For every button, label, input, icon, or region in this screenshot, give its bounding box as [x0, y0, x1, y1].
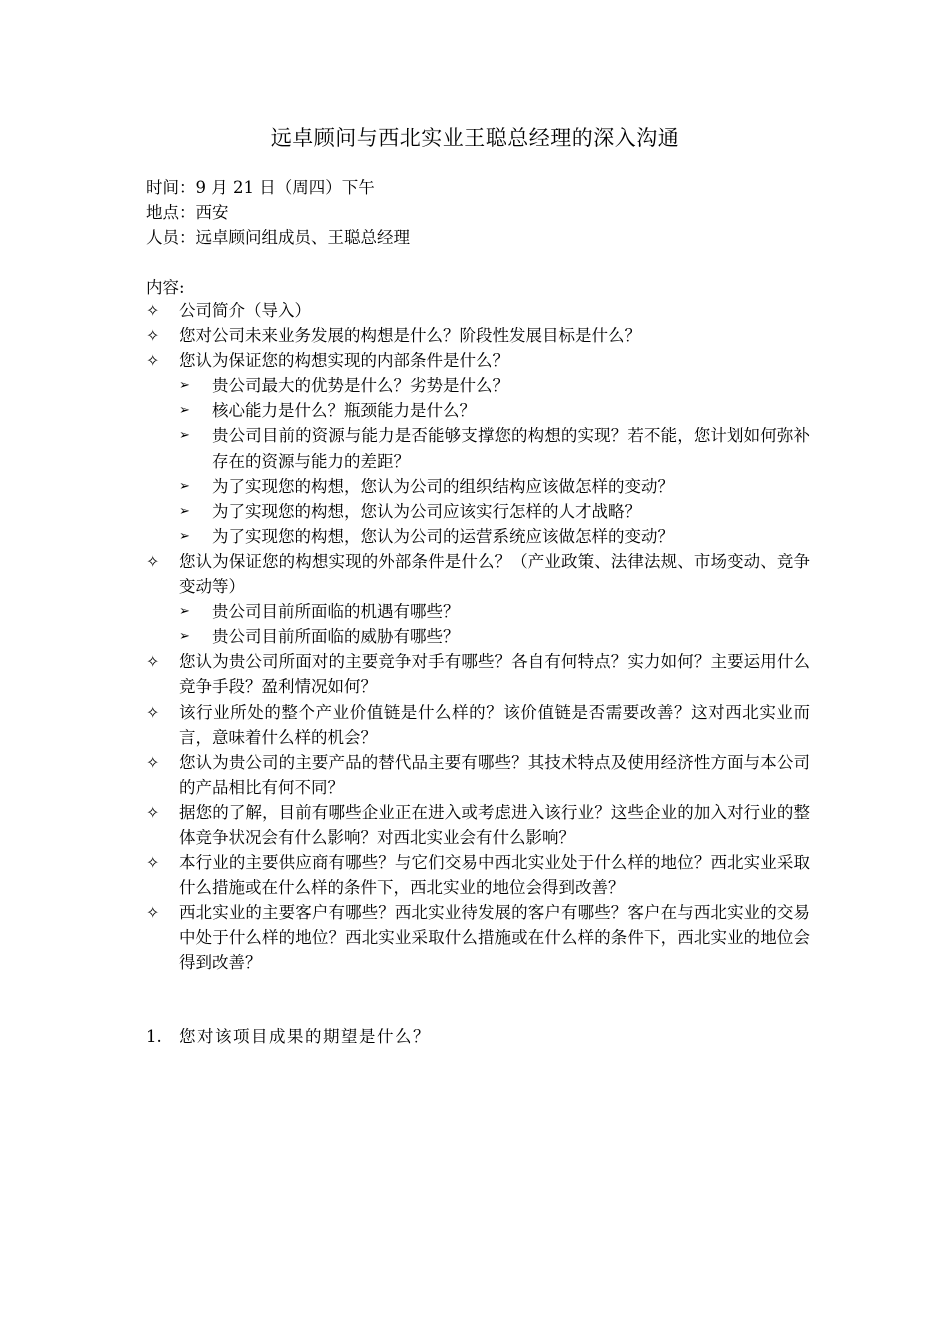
sub-question-text: 贵公司目前所面临的机遇有哪些？ [212, 602, 460, 622]
question-text: 公司简介（导入） [179, 301, 311, 320]
document-title: 远卓顾问与西北实业王聪总经理的深入沟通 [270, 126, 680, 150]
question-text: 您认为贵公司的主要产品的替代品主要有哪些？其技术特点及使用经济性方面与本公司的产品相比有何不同？ [179, 752, 810, 797]
meeting-location: 地点：西安 [146, 203, 229, 222]
arrow-bullet-icon: ➢ [179, 604, 190, 620]
sub-question-item [179, 624, 810, 649]
question-text: 本行业的主要供应商有哪些？与它们交易中西北实业处于什么样的地位？西北实业采取什么措施或在什么样的条件下，西北实业的地位会得到改善？ [179, 853, 810, 898]
sub-question-text: 核心能力是什么？瓶颈能力是什么？ [212, 401, 476, 421]
question-item [146, 298, 810, 323]
arrow-bullet-icon: ➢ [179, 478, 190, 494]
question-item [146, 900, 810, 975]
diamond-bullet-icon: ✧ [146, 903, 160, 923]
question-text: 据您的了解，目前有哪些企业正在进入或考虑进入该行业？这些企业的加入对行业的整体竞争状况会有什么影响？对西北实业会有什么影响？ [179, 802, 810, 847]
diamond-bullet-icon: ✧ [146, 326, 160, 346]
diamond-bullet-icon: ✧ [146, 702, 160, 722]
sub-question-item [179, 599, 810, 624]
diamond-bullet-icon: ✧ [146, 853, 160, 873]
question-item [146, 700, 810, 750]
question-item [146, 323, 810, 348]
question-item [146, 850, 810, 900]
diamond-bullet-icon: ✧ [146, 551, 160, 571]
sub-question-text: 为了实现您的构想，您认为公司的组织结构应该做怎样的变动？ [212, 476, 674, 496]
question-text: 您认为保证您的构想实现的内部条件是什么？ [179, 351, 509, 371]
diamond-bullet-icon: ✧ [146, 802, 160, 822]
arrow-bullet-icon: ➢ [179, 403, 190, 419]
sub-question-text: 贵公司目前的资源与能力是否能够支撑您的构想的实现？若不能，您计划如何弥补存在的资源与能力的差距？ [212, 426, 810, 471]
arrow-bullet-icon: ➢ [179, 378, 190, 394]
sub-question-text: 贵公司目前所面临的威胁有哪些？ [212, 627, 460, 647]
sub-question-item [179, 398, 810, 423]
sub-question-text: 为了实现您的构想，您认为公司的运营系统应该做怎样的变动？ [212, 526, 674, 546]
question-list [146, 298, 810, 976]
diamond-bullet-icon: ✧ [146, 301, 160, 320]
meeting-time: 时间：9 月 21 日（周四）下午 [146, 178, 375, 197]
meeting-attendees: 人员：远卓顾问组成员、王聪总经理 [146, 228, 410, 247]
sub-question-item [179, 474, 810, 499]
question-item [146, 348, 810, 373]
final-question-number: 1. [146, 1027, 162, 1046]
question-text: 您对公司未来业务发展的构想是什么？阶段性发展目标是什么？ [179, 326, 641, 346]
sub-question-text: 贵公司最大的优势是什么？劣势是什么？ [212, 376, 509, 396]
diamond-bullet-icon: ✧ [146, 652, 160, 672]
arrow-bullet-icon: ➢ [179, 503, 190, 519]
question-item [146, 800, 810, 850]
sub-question-item [179, 423, 810, 473]
arrow-bullet-icon: ➢ [179, 629, 190, 645]
sub-question-item [179, 373, 810, 398]
meeting-info [146, 175, 410, 250]
diamond-bullet-icon: ✧ [146, 351, 160, 371]
question-text: 西北实业的主要客户有哪些？西北实业待发展的客户有哪些？客户在与西北实业的交易中处于什么样的地位？西北实业采取什么措施或在什么样的条件下，西北实业的地位会得到改善？ [179, 903, 810, 973]
sub-question-text: 为了实现您的构想，您认为公司应该实行怎样的人才战略？ [212, 501, 641, 521]
arrow-bullet-icon: ➢ [179, 428, 190, 444]
question-item [146, 649, 810, 699]
sub-question-item [179, 524, 810, 549]
question-text: 您认为保证您的构想实现的外部条件是什么？（产业政策、法律法规、市场变动、竞争变动等） [179, 551, 810, 597]
question-item [146, 549, 810, 599]
question-text: 您认为贵公司所面对的主要竞争对手有哪些？各自有何特点？实力如何？主要运用什么竞争手段？盈利情况如何？ [179, 652, 810, 697]
final-question [146, 1024, 431, 1049]
final-question-text: 您对该项目成果的期望是什么？ [179, 1027, 431, 1046]
arrow-bullet-icon: ➢ [179, 528, 190, 544]
content-label: 内容: [146, 278, 185, 297]
question-text: 该行业所处的整个产业价值链是什么样的？该价值链是否需要改善？这对西北实业而言，意味着什么样的机会？ [179, 702, 810, 747]
diamond-bullet-icon: ✧ [146, 752, 160, 772]
question-item [146, 750, 810, 800]
sub-question-item [179, 499, 810, 524]
